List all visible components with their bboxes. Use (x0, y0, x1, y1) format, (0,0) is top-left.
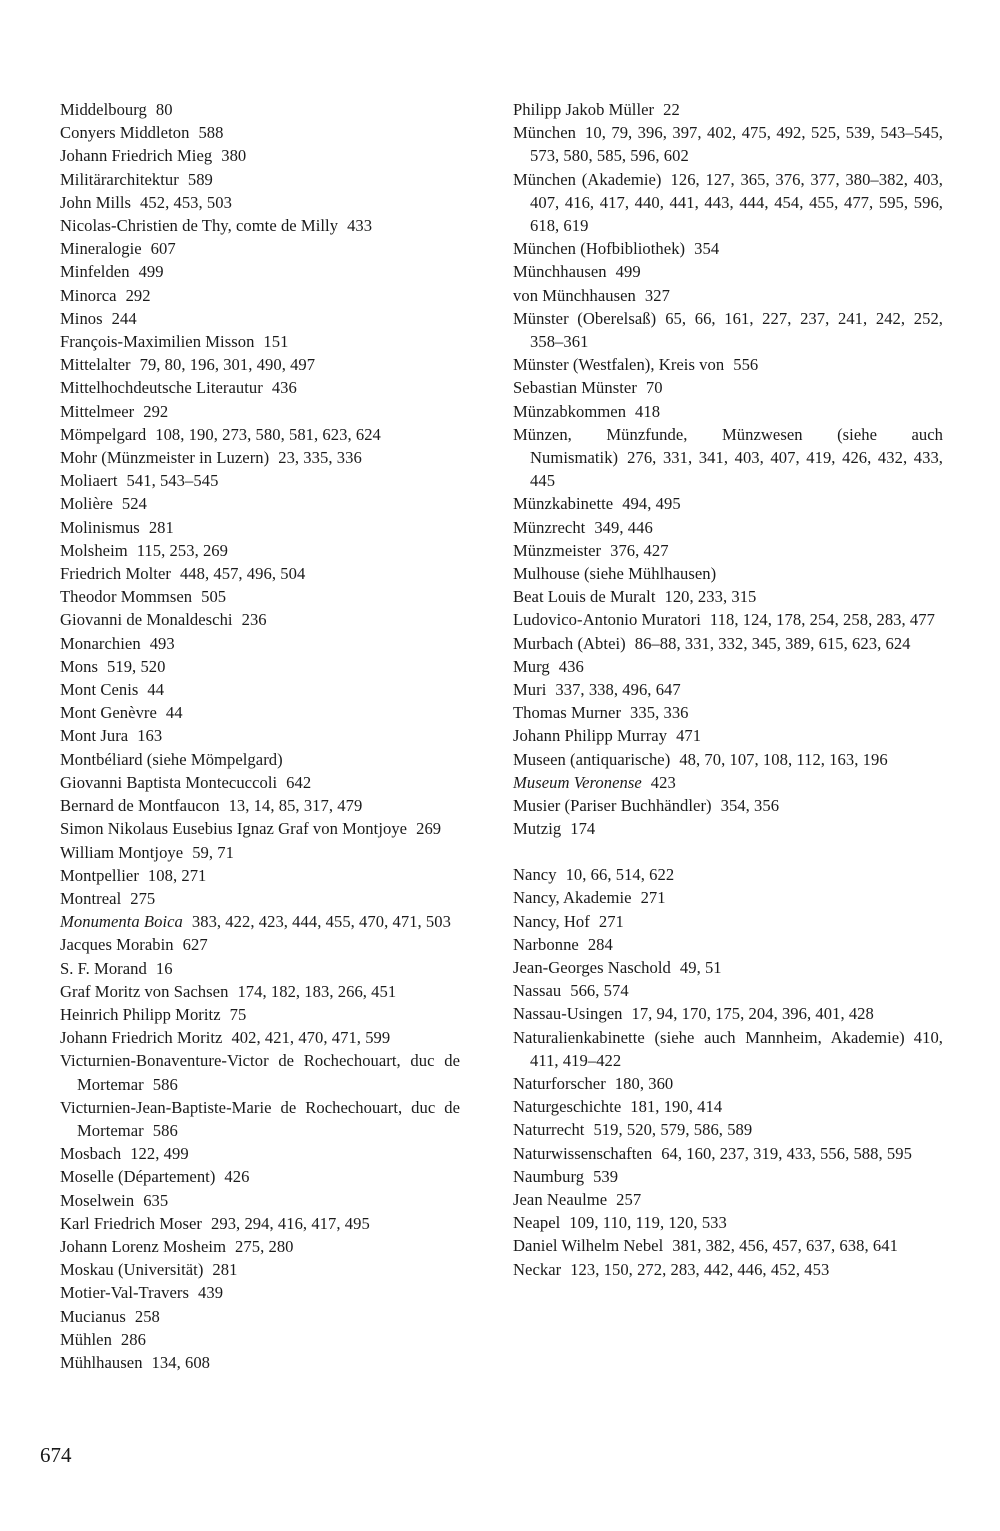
index-pages: 354, 356 (720, 796, 780, 816)
index-pages: 286 (120, 1329, 146, 1349)
index-term: Montbéliard (siehe Mömpelgard) (60, 749, 283, 769)
index-entry (60, 330, 460, 353)
index-term: Narbonne (513, 934, 579, 954)
index-pages: 275 (130, 888, 156, 908)
index-pages: 271 (598, 911, 624, 931)
index-term: von Münchhausen (513, 285, 636, 305)
index-term: Münzabkommen (513, 401, 627, 421)
index-entry (513, 863, 943, 886)
index-pages: 607 (150, 239, 176, 259)
index-pages: 75 (229, 1004, 247, 1024)
index-entry (60, 585, 460, 608)
index-term: Nancy, Hof (513, 911, 590, 931)
index-entry (513, 492, 943, 515)
index-entry (60, 168, 460, 191)
index-entry (60, 400, 460, 423)
index-pages: 519, 520 (107, 656, 166, 676)
index-pages: 586 (152, 1120, 178, 1140)
index-pages: 588 (198, 123, 224, 143)
index-entry (60, 237, 460, 260)
index-pages: 174, 182, 183, 266, 451 (237, 981, 397, 1001)
index-pages: 122, 499 (130, 1144, 189, 1164)
index-term: Graf Moritz von Sachsen (60, 981, 229, 1001)
index-term: Mühlhausen (60, 1352, 143, 1372)
index-pages: 10, 66, 514, 622 (565, 865, 675, 885)
index-term: Jean Neaulme (513, 1189, 608, 1209)
index-entry (513, 771, 943, 794)
index-term: Thomas Murner (513, 703, 622, 723)
index-entry (60, 144, 460, 167)
index-entry (60, 516, 460, 539)
index-pages: 126, 127, 365, 376, 377, 380–382, 403, 407, 416, 417, 440, 441, 443, 444, 454, 455, 477, 595, 596, 618, 619 (530, 169, 943, 236)
index-pages: 383, 422, 423, 444, 455, 470, 471, 503 (191, 912, 451, 932)
index-entry (513, 98, 943, 121)
index-term: Neapel (513, 1213, 561, 1233)
index-entry (60, 1165, 460, 1188)
index-term: Jacques Morabin (60, 935, 174, 955)
index-pages: 566, 574 (570, 981, 629, 1001)
index-pages: 80 (155, 100, 173, 119)
index-pages: 181, 190, 414 (630, 1097, 723, 1117)
index-entry (60, 748, 460, 771)
index-entry (60, 841, 460, 864)
index-pages: 337, 338, 496, 647 (555, 680, 681, 700)
index-term: Mineralogie (60, 239, 142, 259)
index-entry (60, 1305, 460, 1328)
index-entry (513, 1118, 943, 1141)
index-term: Muri (513, 680, 547, 700)
index-pages: 292 (125, 285, 151, 305)
index-term: Montpellier (60, 865, 139, 885)
index-term: Museum Veronense (513, 772, 642, 792)
index-term: Montreal (60, 888, 122, 908)
index-entry (60, 1026, 460, 1049)
index-term: Molinismus (60, 517, 140, 537)
index-entry (513, 956, 943, 979)
index-pages: 499 (615, 262, 641, 282)
index-entry (513, 701, 943, 724)
index-pages: 541, 543–545 (126, 471, 219, 491)
index-pages: 49, 51 (679, 957, 722, 977)
index-entry (60, 1003, 460, 1026)
index-entry (60, 1235, 460, 1258)
index-pages: 433 (347, 216, 373, 236)
index-entry (513, 979, 943, 1002)
index-pages: 519, 520, 579, 586, 589 (593, 1120, 753, 1140)
index-entry (60, 678, 460, 701)
index-term: Giovanni de Monaldeschi (60, 610, 233, 630)
index-entry (513, 1026, 943, 1072)
index-entry (60, 376, 460, 399)
index-term: Militärarchitektur (60, 169, 179, 189)
index-pages: 115, 253, 269 (136, 540, 229, 560)
index-entry (60, 562, 460, 585)
index-term: München (Hofbibliothek) (513, 239, 686, 259)
index-term: Nassau-Usingen (513, 1004, 623, 1024)
index-entry (60, 492, 460, 515)
index-entry (60, 910, 460, 933)
index-term: Monarchien (60, 633, 141, 653)
index-pages: 271 (640, 888, 666, 908)
index-term: Ludovico-Antonio Muratori (513, 610, 701, 630)
index-term: Mucianus (60, 1306, 126, 1326)
index-pages: 335, 336 (630, 703, 689, 723)
index-entry (60, 469, 460, 492)
index-pages: 16 (155, 958, 173, 978)
index-entry (60, 307, 460, 330)
index-term: Heinrich Philipp Moritz (60, 1004, 221, 1024)
index-pages: 109, 110, 119, 120, 533 (569, 1213, 727, 1233)
index-term: John Mills (60, 192, 132, 212)
index-column-left (60, 98, 460, 1374)
index-entry (513, 933, 943, 956)
index-pages: 381, 382, 456, 457, 637, 638, 641 (672, 1236, 898, 1256)
index-pages: 292 (143, 401, 169, 421)
index-term: Münster (Oberelsaß) (513, 308, 657, 328)
index-pages: 423 (650, 772, 676, 792)
index-entry (60, 794, 460, 817)
index-entry (60, 1281, 460, 1304)
index-pages: 174 (570, 819, 596, 839)
index-term: Naturgeschichte (513, 1097, 622, 1117)
index-term: Moselle (Département) (60, 1167, 216, 1187)
index-entry (513, 284, 943, 307)
index-term: Conyers Middleton (60, 123, 190, 143)
index-entry (513, 1211, 943, 1234)
index-pages: 180, 360 (614, 1073, 674, 1093)
index-pages: 505 (201, 587, 227, 607)
index-pages: 244 (111, 308, 137, 328)
index-pages: 23, 335, 336 (278, 448, 362, 468)
index-term: Jean-Georges Naschold (513, 957, 671, 977)
index-pages: 86–88, 331, 332, 345, 389, 615, 623, 624 (634, 633, 911, 653)
index-pages: 10, 79, 396, 397, 402, 475, 492, 525, 539, 543–545, 573, 580, 585, 596, 602 (530, 123, 943, 166)
index-pages: 22 (663, 100, 680, 119)
index-pages: 354 (694, 239, 720, 259)
index-term: Mutzig (513, 819, 562, 839)
index-term: München (Akademie) (513, 169, 662, 189)
index-pages: 410, 411, 419–422 (530, 1027, 943, 1070)
index-entry (60, 1351, 460, 1374)
index-term: Nancy (513, 865, 557, 885)
index-term: Naturforscher (513, 1073, 606, 1093)
index-pages: 556 (733, 355, 759, 375)
index-pages: 586 (152, 1074, 178, 1094)
page-number: 674 (40, 1443, 72, 1467)
index-term: Minorca (60, 285, 117, 305)
index-pages: 108, 190, 273, 580, 581, 623, 624 (155, 424, 381, 444)
index-term: Daniel Wilhelm Nebel (513, 1236, 664, 1256)
index-pages: 635 (143, 1190, 169, 1210)
index-pages: 539 (593, 1166, 619, 1186)
index-entry (513, 1165, 943, 1188)
index-entry (60, 980, 460, 1003)
index-term: München (513, 123, 577, 143)
index-entry (60, 121, 460, 144)
index-entry (60, 864, 460, 887)
index-term: Karl Friedrich Moser (60, 1213, 203, 1233)
index-pages: 59, 71 (192, 842, 234, 862)
index-entry (513, 910, 943, 933)
index-entry (513, 353, 943, 376)
index-pages: 380 (221, 146, 247, 166)
index-entry (513, 237, 943, 260)
index-entry (60, 1096, 460, 1142)
index-entry (513, 1188, 943, 1211)
index-entry (513, 608, 943, 631)
index-term: Moskau (Universität) (60, 1260, 204, 1280)
index-pages: 276, 331, 341, 403, 407, 419, 426, 432, 433, 445 (530, 448, 943, 491)
index-pages: 471 (676, 726, 702, 746)
index-term: Mittelalter (60, 355, 131, 375)
index-term: Motier-Val-Travers (60, 1283, 189, 1303)
index-entry (60, 1328, 460, 1351)
index-entry (60, 191, 460, 214)
index-pages: 17, 94, 170, 175, 204, 396, 401, 428 (631, 1004, 874, 1024)
index-entry (513, 632, 943, 655)
index-entry (60, 608, 460, 631)
index-entry (513, 1142, 943, 1165)
index-entry (513, 1072, 943, 1095)
index-term: Johann Friedrich Mieg (60, 146, 213, 166)
index-term: Murbach (Abtei) (513, 633, 626, 653)
index-pages: 436 (271, 378, 297, 398)
index-entry (60, 539, 460, 562)
index-column-right (513, 98, 943, 1281)
index-entry (60, 214, 460, 237)
index-entry (513, 121, 943, 167)
index-term: Münzrecht (513, 517, 586, 537)
index-pages: 418 (635, 401, 661, 421)
index-term: Mont Jura (60, 726, 129, 746)
index-entry (60, 284, 460, 307)
index-term: Molsheim (60, 540, 128, 560)
index-pages: 642 (286, 772, 312, 792)
index-pages: 65, 66, 161, 227, 237, 241, 242, 252, 358–361 (530, 308, 943, 352)
index-term: Münzmeister (513, 540, 602, 560)
index-entry (60, 353, 460, 376)
index-entry (513, 376, 943, 399)
index-pages: 48, 70, 107, 108, 112, 163, 196 (679, 749, 888, 769)
index-pages: 151 (263, 332, 289, 352)
index-term: Middelbourg (60, 100, 147, 119)
index-term: Mühlen (60, 1329, 112, 1349)
index-term: Molière (60, 494, 113, 514)
index-pages: 293, 294, 416, 417, 495 (211, 1213, 370, 1233)
index-term: Mont Genèvre (60, 703, 157, 723)
index-entry (513, 655, 943, 678)
index-term: Minos (60, 308, 103, 328)
index-entry (60, 1212, 460, 1235)
index-pages: 376, 427 (610, 540, 669, 560)
index-pages: 493 (149, 633, 175, 653)
index-term: Nassau (513, 981, 562, 1001)
index-term: Beat Louis de Muralt (513, 587, 656, 607)
index-term: Naturalienkabinette (siehe auch Mannheim, Akademie) (513, 1027, 905, 1047)
index-pages: 589 (187, 169, 213, 189)
index-term: S. F. Morand (60, 958, 147, 978)
index-pages: 281 (148, 517, 174, 537)
index-term: Mons (60, 656, 99, 676)
index-pages: 108, 271 (147, 865, 207, 885)
index-entry (513, 516, 943, 539)
index-term: Johann Friedrich Moritz (60, 1028, 223, 1048)
index-pages: 123, 150, 272, 283, 442, 446, 452, 453 (570, 1259, 830, 1279)
index-term: Nancy, Akademie (513, 888, 632, 908)
index-pages: 120, 233, 315 (664, 587, 757, 607)
index-term: Naturrecht (513, 1120, 585, 1140)
index-term: Nicolas-Christien de Thy, comte de Milly (60, 216, 339, 236)
index-term: Mont Cenis (60, 680, 139, 700)
index-entry (60, 446, 460, 469)
index-entry (513, 168, 943, 238)
index-pages: 134, 608 (151, 1352, 211, 1372)
index-pages: 494, 495 (622, 494, 681, 514)
index-entry (60, 701, 460, 724)
index-pages: 452, 453, 503 (140, 192, 232, 212)
index-term: Museen (antiquarische) (513, 749, 671, 769)
index-term: Victurnien-Jean-Baptiste-Marie de Rochechouart, duc de Mortemar (60, 1097, 460, 1140)
index-entry (513, 1258, 943, 1281)
index-entry (513, 748, 943, 771)
index-pages: 448, 457, 496, 504 (179, 564, 306, 584)
index-term: François-Maximilien Misson (60, 332, 255, 352)
index-term: Philipp Jakob Müller (513, 100, 655, 119)
index-term: Monumenta Boica (60, 912, 183, 932)
index-pages: 524 (121, 494, 147, 514)
index-entry (60, 817, 460, 840)
index-entry (513, 724, 943, 747)
index-entry (60, 957, 460, 980)
index-entry (60, 423, 460, 446)
index-term: Victurnien-Bonaventure-Victor de Rochechouart, duc de Mortemar (60, 1051, 460, 1094)
index-entry (60, 98, 460, 121)
index-entry (513, 423, 943, 493)
index-pages: 436 (558, 656, 584, 676)
index-entry (513, 585, 943, 608)
index-term: Theodor Mommsen (60, 587, 193, 607)
index-entry (513, 1234, 943, 1257)
index-entry (60, 933, 460, 956)
index-pages: 627 (182, 935, 208, 955)
index-term: Sebastian Münster (513, 378, 637, 398)
index-pages: 327 (644, 285, 670, 305)
index-term: Simon Nikolaus Eusebius Ignaz Graf von Montjoye (60, 819, 408, 839)
index-term: Minfelden (60, 262, 130, 282)
index-term: Naturwissenschaften (513, 1143, 653, 1163)
index-entry (60, 1258, 460, 1281)
index-entry (60, 724, 460, 747)
index-entry (60, 771, 460, 794)
index-entry (513, 886, 943, 909)
index-pages: 258 (134, 1306, 160, 1326)
index-term: Mohr (Münzmeister in Luzern) (60, 448, 270, 468)
index-term: Giovanni Baptista Montecuccoli (60, 772, 278, 792)
index-pages: 118, 124, 178, 254, 258, 283, 477 (709, 610, 935, 630)
index-entry (60, 887, 460, 910)
index-term: Mulhouse (siehe Mühlhausen) (513, 564, 717, 584)
index-pages: 257 (616, 1189, 642, 1209)
index-term: Münzkabinette (513, 494, 614, 514)
index-term: Mömpelgard (60, 424, 147, 444)
index-term: Musier (Pariser Buchhändler) (513, 796, 712, 816)
index-term: Moliaert (60, 471, 118, 491)
index-entry (60, 1049, 460, 1095)
index-term: Johann Philipp Murray (513, 726, 668, 746)
index-term: Neckar (513, 1259, 562, 1279)
index-term: Friedrich Molter (60, 564, 171, 584)
index-entry (513, 539, 943, 562)
index-term: Murg (513, 656, 550, 676)
index-term: Mittelhochdeutsche Literautur (60, 378, 263, 398)
index-term: William Montjoye (60, 842, 184, 862)
index-term: Münzen, Münzfunde, Münzwesen (siehe auch Numismatik) (513, 424, 943, 468)
index-pages: 44 (165, 703, 183, 723)
index-entry (513, 562, 943, 585)
index-term: Bernard de Montfaucon (60, 796, 220, 816)
index-entry (60, 260, 460, 283)
index-entry (513, 307, 943, 353)
index-pages: 275, 280 (235, 1236, 294, 1256)
index-pages: 499 (138, 262, 164, 282)
index-pages: 269 (416, 819, 442, 839)
index-pages: 70 (645, 378, 663, 398)
index-entry (60, 655, 460, 678)
index-entry (513, 678, 943, 701)
index-term: Moselwein (60, 1190, 135, 1210)
index-entry (60, 1189, 460, 1212)
index-pages: 163 (137, 726, 163, 746)
index-entry (513, 1095, 943, 1118)
index-term: Mittelmeer (60, 401, 135, 421)
index-term: Johann Lorenz Mosheim (60, 1236, 227, 1256)
index-entry (513, 1002, 943, 1025)
index-entry (513, 794, 943, 817)
index-pages: 349, 446 (594, 517, 653, 537)
index-pages: 284 (587, 934, 613, 954)
index-term: Münster (Westfalen), Kreis von (513, 355, 725, 375)
index-entry (60, 632, 460, 655)
index-entry (513, 817, 943, 840)
index-term: Münchhausen (513, 262, 607, 282)
index-entry (60, 1142, 460, 1165)
index-pages: 13, 14, 85, 317, 479 (228, 796, 363, 816)
index-pages: 79, 80, 196, 301, 490, 497 (139, 355, 316, 375)
index-pages: 236 (241, 610, 267, 630)
index-pages: 64, 160, 237, 319, 433, 556, 588, 595 (661, 1143, 912, 1163)
index-pages: 44 (147, 680, 165, 700)
index-pages: 439 (198, 1283, 224, 1303)
index-pages: 426 (224, 1167, 250, 1187)
index-pages: 281 (212, 1260, 238, 1280)
index-term: Mosbach (60, 1144, 122, 1164)
index-entry (513, 260, 943, 283)
index-pages: 402, 421, 470, 471, 599 (231, 1028, 391, 1048)
index-term: Naumburg (513, 1166, 585, 1186)
index-entry (513, 400, 943, 423)
